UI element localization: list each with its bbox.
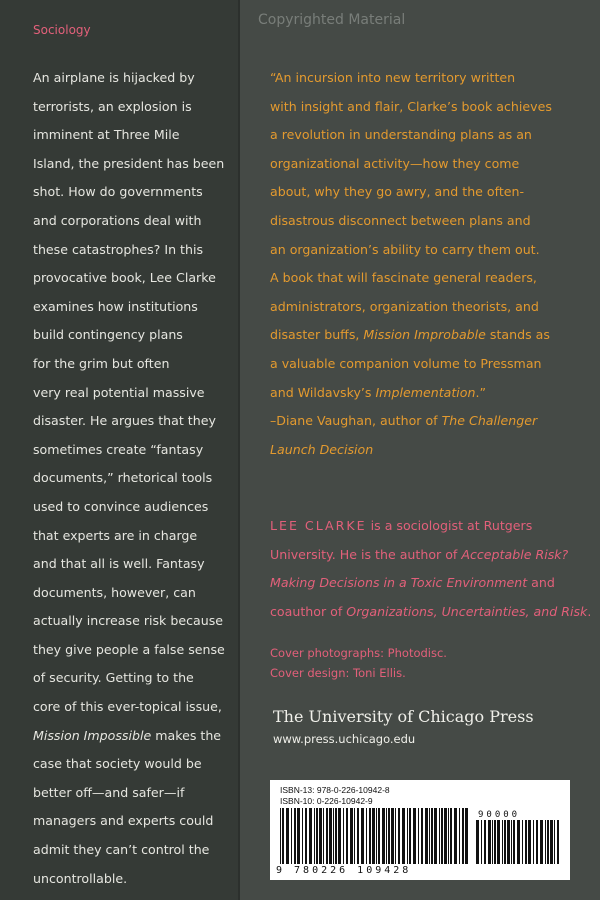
quote-line: disaster buffs, Mission Improbable stands as	[270, 327, 550, 343]
barcode-bar	[494, 820, 496, 864]
barcode-bar	[382, 808, 385, 864]
barcode-bar	[354, 808, 355, 864]
barcode-bar	[434, 808, 437, 864]
barcode-bar	[497, 820, 500, 864]
quote-line: Launch Decision	[270, 441, 374, 457]
barcode-bar	[528, 820, 531, 864]
design-credit: Cover design: Toni Ellis.	[270, 666, 406, 680]
barcode-bars	[280, 808, 470, 864]
barcode-bar	[378, 808, 380, 864]
quote-line: A book that will fascinate general readers,	[270, 270, 537, 286]
barcode-bar	[484, 820, 486, 864]
barcode-bar	[492, 820, 493, 864]
barcode-bar	[386, 808, 387, 864]
barcode-bar	[302, 808, 303, 864]
barcode-bar	[545, 820, 546, 864]
barcode-bar	[448, 808, 449, 864]
barcode-bar	[557, 820, 559, 864]
blurb-line: these catastrophes? In this	[33, 241, 204, 257]
barcode-bar	[409, 808, 411, 864]
blurb-line: case that society would be	[33, 756, 202, 772]
barcode-bar	[361, 808, 364, 864]
bio-line: LEE CLARKE is a sociologist at Rutgers	[270, 518, 533, 533]
isbn13-label: ISBN-13: 978-0-226-10942-8	[280, 785, 390, 795]
publisher-name: The University of Chicago Press	[273, 707, 534, 726]
cover-credits	[270, 643, 447, 683]
isbn10-label: ISBN-10: 0-226-10942-9	[280, 796, 373, 806]
blurb-text	[33, 64, 233, 893]
barcode-bar	[294, 808, 296, 864]
blurb-line: and corporations deal with	[33, 212, 202, 228]
blurb-line: documents, however, can	[33, 584, 196, 600]
bio-line: coauthor of Organizations, Uncertainties, and Risk.	[270, 603, 592, 619]
barcode-bar	[444, 808, 447, 864]
barcode-bar	[286, 808, 289, 864]
barcode-bar	[280, 808, 281, 864]
barcode-bar	[402, 808, 405, 864]
barcode-bar	[309, 808, 312, 864]
barcode-bar	[513, 820, 515, 864]
barcode-bar	[525, 820, 527, 864]
barcode-bar	[395, 808, 396, 864]
barcode-bar	[550, 820, 553, 864]
barcode-bar	[462, 808, 464, 864]
barcode-bar	[533, 820, 534, 864]
barcode-bar	[319, 808, 322, 864]
barcode-bar	[357, 808, 359, 864]
barcode-bar	[488, 820, 491, 864]
barcode-bar	[335, 808, 337, 864]
barcode-bar	[429, 808, 430, 864]
quote-line: disastrous disconnect between plans and	[270, 212, 531, 228]
quote-line: and Wildavsky’s Implementation.”	[270, 384, 486, 400]
barcode-bar	[465, 808, 468, 864]
barcode-bar	[459, 808, 460, 864]
blurb-line: managers and experts could	[33, 813, 214, 829]
panel-divider	[238, 0, 240, 900]
barcode-bar	[418, 808, 419, 864]
blurb-line: documents,” rhetorical tools	[33, 470, 213, 486]
barcode-bar	[517, 820, 520, 864]
barcode-bar	[388, 808, 390, 864]
barcode-bar	[522, 820, 523, 864]
blurb-line: that experts are in charge	[33, 527, 198, 543]
barcode-bar	[326, 808, 328, 864]
barcode-bar	[372, 808, 375, 864]
barcode-bar	[547, 820, 549, 864]
blurb-line: of security. Getting to the	[33, 670, 194, 686]
barcode-bar	[413, 808, 416, 864]
blurb-line: sometimes create “fantasy	[33, 441, 204, 457]
barcode	[270, 780, 570, 880]
barcode-bar	[421, 808, 423, 864]
category-label: Sociology	[33, 23, 91, 37]
blurb-line: examines how institutions	[33, 298, 198, 314]
quote-line: –Diane Vaughan, author of The Challenger	[270, 413, 538, 429]
barcode-bar	[338, 808, 341, 864]
blurb-line: core of this ever-topical issue,	[33, 699, 222, 715]
quote-line: “An incursion into new territory written	[270, 70, 516, 85]
barcode-bar	[346, 808, 348, 864]
blurb-line: disaster. He argues that they	[33, 413, 216, 429]
barcode-bar	[504, 820, 506, 864]
barcode-bar	[297, 808, 300, 864]
barcode-bar	[425, 808, 428, 864]
barcode-bar	[305, 808, 307, 864]
bio-line: University. He is the author of Acceptable Risk?	[270, 546, 569, 562]
barcode-bar	[502, 820, 503, 864]
barcode-bar	[407, 808, 408, 864]
quote-line: a valuable companion volume to Pressman	[270, 355, 542, 371]
blurb-line: provocative book, Lee Clarke	[33, 270, 216, 286]
blurb-line: better off—and safer—if	[33, 784, 185, 800]
photo-credit: Cover photographs: Photodisc.	[270, 646, 447, 660]
quote-line: administrators, organization theorists, and	[270, 298, 539, 314]
blurb-line: for the grim but often	[33, 355, 170, 371]
publisher-url: www.press.uchicago.edu	[273, 732, 416, 746]
review-quote	[270, 64, 590, 464]
barcode-bar	[323, 808, 324, 864]
quote-line: a revolution in understanding plans as an	[270, 127, 532, 143]
blurb-line: build contingency plans	[33, 327, 183, 343]
barcode-bar	[314, 808, 315, 864]
barcode-bar	[454, 808, 457, 864]
barcode-bar	[431, 808, 433, 864]
barcode-bar	[439, 808, 440, 864]
barcode-bar	[350, 808, 353, 864]
blurb-line: An airplane is hijacked by	[33, 70, 195, 85]
blurb-line: and that all is well. Fantasy	[33, 556, 205, 572]
blurb-line: admit they can’t control the	[33, 842, 210, 858]
barcode-bar	[343, 808, 344, 864]
barcode-bar	[476, 820, 479, 864]
bio-line: Making Decisions in a Toxic Environment and	[270, 575, 555, 591]
barcode-bar	[511, 820, 512, 864]
quote-line: an organization’s ability to carry them out.	[270, 241, 540, 257]
barcode-bar	[291, 808, 292, 864]
barcode-bar	[282, 808, 284, 864]
blurb-line: Island, the president has been	[33, 155, 225, 171]
barcode-bar	[333, 808, 334, 864]
barcode-addon-number: 90000	[478, 810, 521, 820]
barcode-digits: 9 780226 109428	[276, 865, 412, 876]
barcode-bar	[554, 820, 555, 864]
barcode-addon-bars	[476, 820, 560, 864]
blurb-line: actually increase risk because	[33, 613, 224, 629]
blurb-line: terrorists, an explosion is	[33, 98, 192, 114]
barcode-bar	[507, 820, 510, 864]
barcode-bar	[398, 808, 400, 864]
quote-line: with insight and flair, Clarke’s book achieves	[270, 98, 552, 114]
blurb-line: used to convince audiences	[33, 498, 209, 514]
watermark: Copyrighted Material	[258, 12, 406, 28]
barcode-bar	[329, 808, 332, 864]
blurb-line: uncontrollable.	[33, 870, 128, 886]
barcode-bar	[441, 808, 443, 864]
barcode-bar	[316, 808, 318, 864]
blurb-line: Mission Impossible makes the	[33, 727, 222, 743]
barcode-bar	[540, 820, 543, 864]
barcode-bar	[369, 808, 371, 864]
barcode-bar	[391, 808, 394, 864]
barcode-bar	[450, 808, 452, 864]
quote-line: organizational activity—how they come	[270, 155, 520, 171]
barcode-bar	[536, 820, 538, 864]
blurb-line: very real potential massive	[33, 384, 205, 400]
barcode-bar	[376, 808, 377, 864]
barcode-bar	[366, 808, 367, 864]
author-bio	[270, 512, 590, 626]
quote-line: about, why they go awry, and the often-	[270, 184, 525, 200]
blurb-line: shot. How do governments	[33, 184, 203, 200]
blurb-line: they give people a false sense	[33, 641, 225, 657]
blurb-line: imminent at Three Mile	[33, 127, 180, 143]
barcode-bar	[481, 820, 482, 864]
